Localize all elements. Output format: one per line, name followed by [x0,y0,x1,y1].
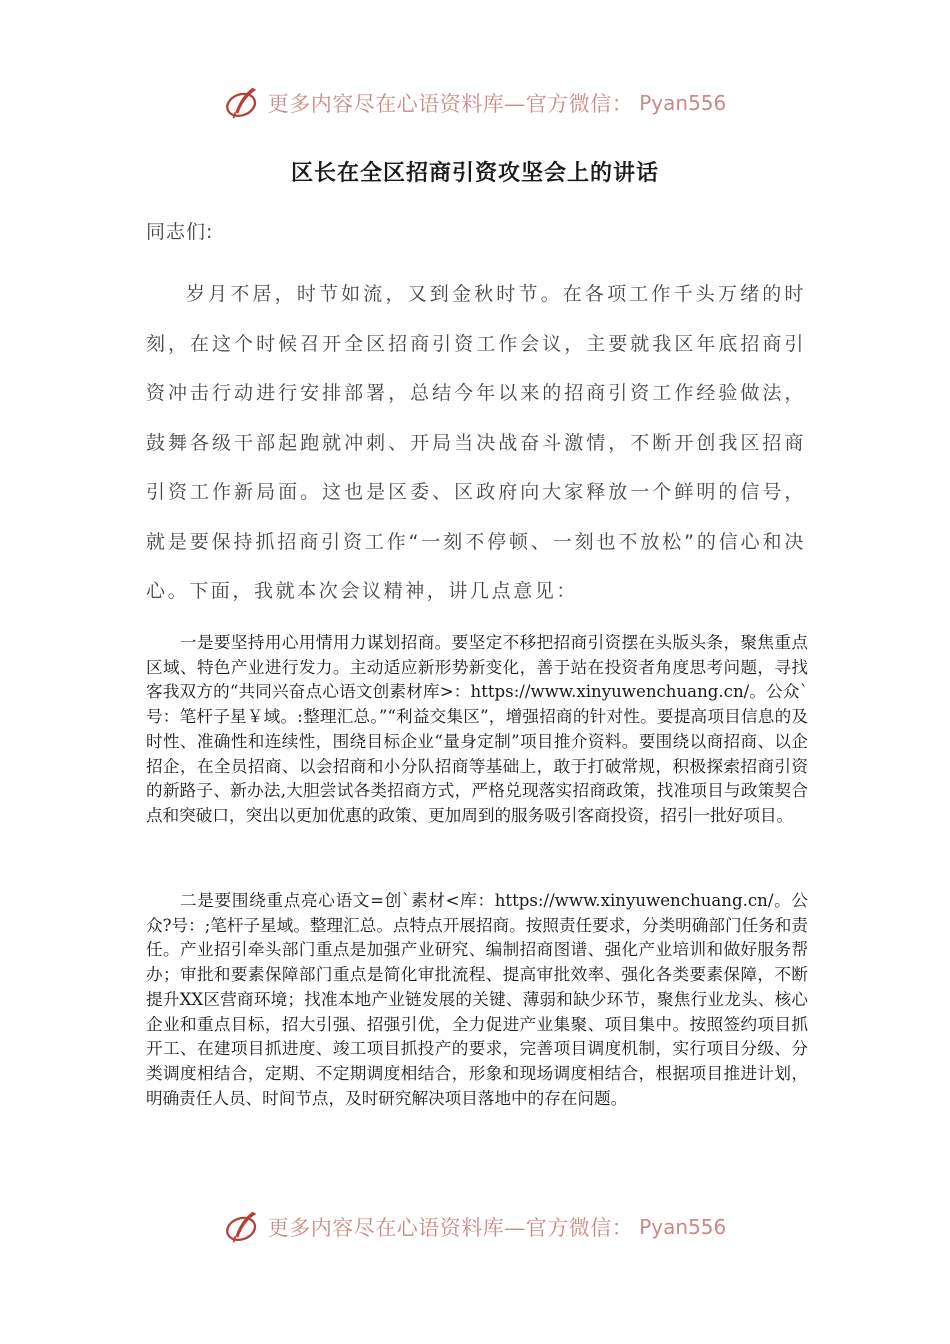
paragraph-2: 二是要围绕重点亮心语文=创`素材<库：https://www.xinyuwenchuang.cn/。公众?号：;笔杆子星域。整理汇总。点特点开展招商。按照责任要求，分类明确部门任务和责任。产业招引牵头部门重点是加强产业研究、编制招商图谱、强化产业培训和做好服务帮办；审批和要素保障部门重点是简化审批流程、提高审批效率、强化各类要素保障，不断提升XX区营商环境；找准本地产业链发展的关键、薄弱和缺少环节，聚焦行业龙头、核心企业和重点目标，招大引强、招强引优，全力促进产业集聚、项目集中。按照签约项目抓开工、在建项目抓进度、竣工项目抓投产的要求，完善项目调度机制，实行项目分级、分类调度相结合，定期、不定期调度相结合，形象和现场调度相结合，根据项目推进计划，明确责任人员、时间节点，及时研究解决项目落地中的存在问题。 [146,891,808,1108]
intro-paragraph: 岁月不居，时节如流，又到金秋时节。在各项工作千头万绪的时刻，在这个时候召开全区招商引资工作会议，主要就我区年底招商引资冲击行动进行安排部署，总结今年以来的招商引资工作经验做法，鼓舞各级干部起跑就冲刺、开局当决战奋斗激情，不断开创我区招商引资工作新局面。这也是区委、区政府向大家释放一个鲜明的信号，就是要保持抓招商引资工作“一刻不停顿、一刻也不放松”的信心和决心。下面，我就本次会议精神，讲几点意见： [146,283,806,602]
greeting: 同志们: [146,221,214,243]
footer-banner [0,1208,950,1246]
page-title: 区长在全区招商引资攻坚会上的讲话 [290,161,659,186]
banner-wechat-id: Pyan556 [639,91,727,115]
header-banner [0,84,950,122]
paragraph-1: 一是要坚持用心用情用力谋划招商。要坚定不移把招商引资摆在头版头条，聚焦重点区域、特色产业进行发力。主动适应新形势新变化，善于站在投资者角度思考问题，寻找客我双方的“共同兴奋点心语文创素材库>：https://www.xinyuwenchuang.cn/。公众`号：笔杆子星￥域。:整理汇总。”“利益交集区”，增强招商的针对性。要提高项目信息的及时性、准确性和连续性，围绕目标企业“量身定制”项目推介资料。要围绕以商招商、以企招企，在全员招商、以会招商和小分队招商等基础上，敢于打破常规，积极探索招商引资的新路子、新办法,大胆尝试各类招商方式，严格兑现落实招商政策，找准项目与政策契合点和突破口，突出以更加优惠的政策、更加周到的服务吸引客商投资，招引一批好项目。 [146,633,808,825]
banner-text: 更多内容尽在心语资料库—官方微信： [267,92,634,116]
quill-logo-icon [224,1208,262,1246]
banner-wechat-id: Pyan556 [639,1215,727,1239]
banner-text: 更多内容尽在心语资料库—官方微信： [267,1216,634,1240]
quill-logo-icon [224,84,262,122]
